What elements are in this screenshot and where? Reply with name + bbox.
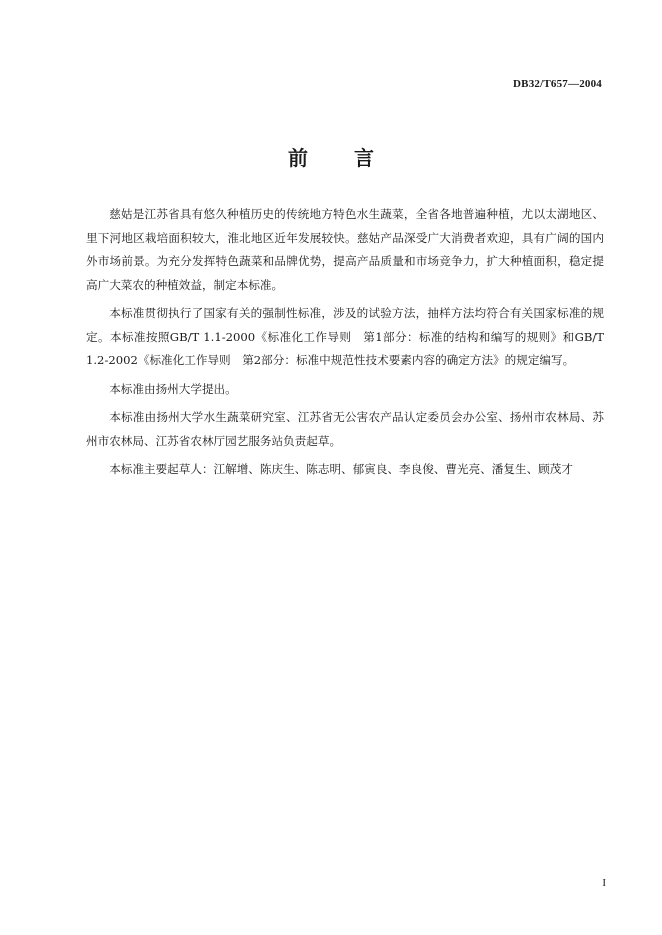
paragraph-drafting-units: 本标准由扬州大学水生蔬菜研究室、江苏省无公害农产品认定委员会办公室、扬州市农林局、苏州市农林局、江苏省农林厅园艺服务站负责起草。 [86, 410, 604, 448]
title-char-2: 言 [354, 146, 374, 170]
document-code: DB32/T657—2004 [513, 78, 602, 90]
page-title [0, 142, 662, 171]
title-char-1: 前 [288, 146, 308, 170]
paragraph-background: 慈姑是江苏省具有悠久种植历史的传统地方特色水生蔬菜，全省各地普遍种植，尤以太湖地区、里下河地区栽培面积较大，淮北地区近年发展较快。慈姑产品深受广大消费者欢迎，具有广阔的国内外市场前景。为充分发挥特色蔬菜和品牌优势，提高产品质量和市场竞争力，扩大种植面积，稳定提高广大菜农的种植效益，制定本标准。 [86, 207, 604, 292]
paragraph-proposer: 本标准由扬州大学提出。 [109, 381, 237, 396]
paragraph-compliance: 本标准贯彻执行了国家有关的强制性标准，涉及的试验方法，抽样方法均符合有关国家标准的规定。本标准按照GB/T 1.1-2000《标准化工作导则 第1部分：标准的结构和编写的规则》和GB/T 1.2-2002《标准化工作导则 第2部分：标准中规范性技术要素内容的确定方法》的规定编写。 [86, 306, 604, 367]
page-number: I [602, 877, 606, 889]
paragraph-drafters: 本标准主要起草人：江解增、陈庆生、陈志明、郁寅良、李良俊、曹光亮、潘复生、顾茂才 [109, 462, 573, 476]
foreword-body [86, 203, 604, 487]
